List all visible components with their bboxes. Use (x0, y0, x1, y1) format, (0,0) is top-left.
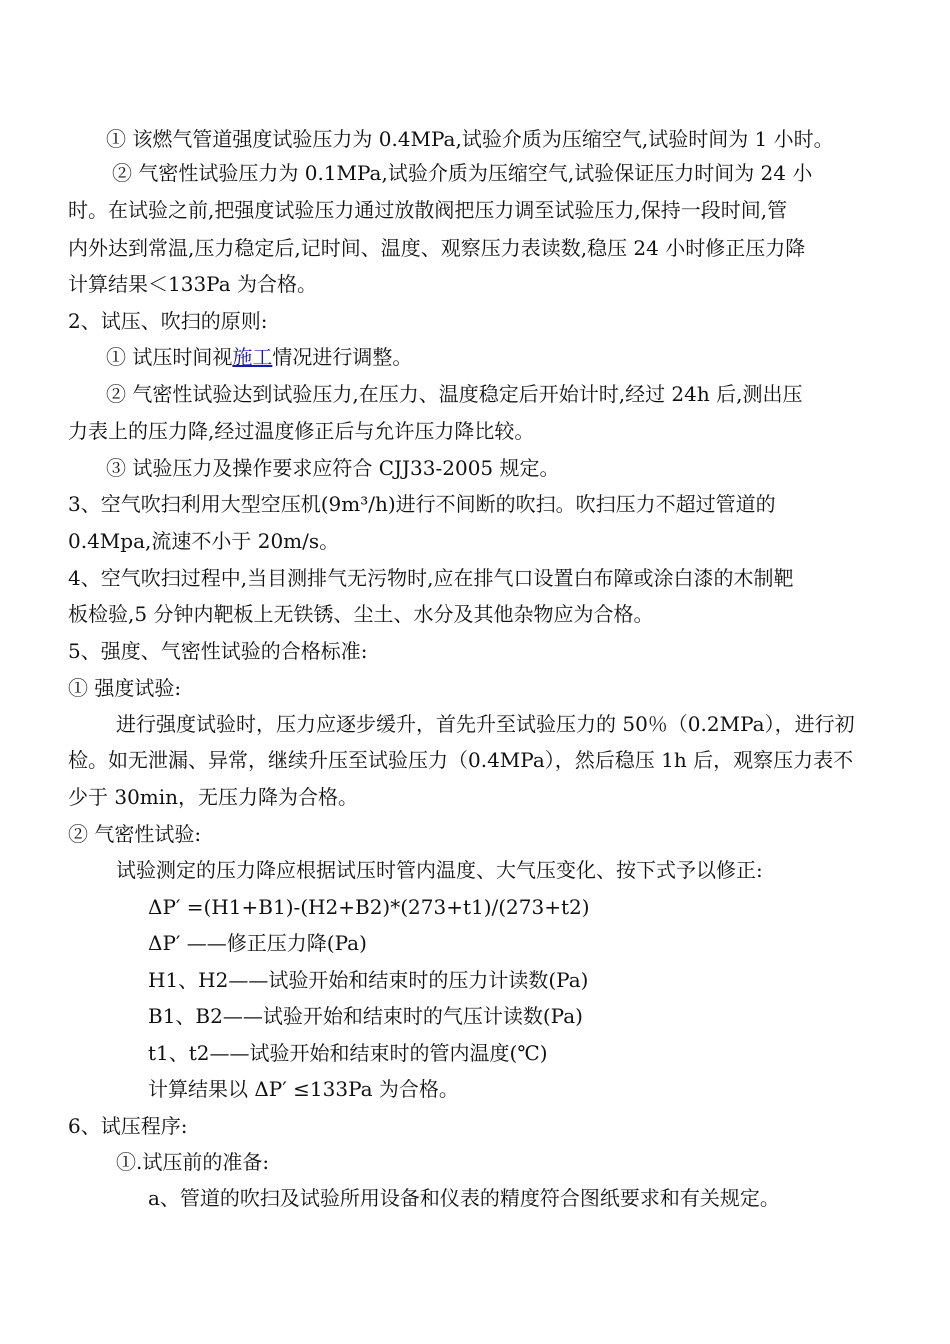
text: ① 试压时间视 (106, 345, 233, 369)
paragraph-line (112, 160, 882, 186)
text: ② 气密性试验达到试验压力,在压力、温度稳定后开始计时,经过 24h 后,测出压 (106, 382, 803, 406)
paragraph-line: 板检验,5 分钟内靶板上无铁锈、尘土、水分及其他杂物应为合格。 (68, 602, 654, 626)
section-heading: 6、试压程序: (68, 1114, 188, 1138)
paragraph-line (68, 747, 882, 773)
text: 进行强度试验时，压力应逐步缓升，首先升至试验压力的 50％（0.2MPa），进行初 (116, 712, 855, 736)
section-heading: 5、强度、气密性试验的合格标准: (68, 639, 368, 663)
section-heading: 2、试压、吹扫的原则: (68, 309, 268, 333)
paragraph-line (68, 565, 882, 591)
text: ① 该燃气管道强度试验压力为 0.4MPa,试验介质为压缩空气,试验时间为 1 小时。 (106, 127, 834, 151)
paragraph-line (106, 381, 882, 407)
formula-line: B1、B2——试验开始和结束时的气压计读数(Pa) (148, 1004, 583, 1028)
subsection-heading: ② 气密性试验: (68, 822, 202, 846)
subsection-heading: ①.试压前的准备: (116, 1150, 270, 1174)
formula-line: 计算结果以 ΔP′ ≤133Pa 为合格。 (148, 1077, 459, 1101)
text: 检。如无泄漏、异常，继续升压至试验压力（0.4MPa），然后稳压 1h 后，观察压力表不 (68, 748, 854, 772)
paragraph-line: 0.4Mpa,流速不小于 20m/s。 (68, 529, 340, 553)
paragraph-line (106, 344, 412, 370)
paragraph-line: 试验测定的压力降应根据试压时管内温度、大气压变化、按下式予以修正: (116, 858, 763, 882)
construction-link[interactable]: 施工 (232, 345, 273, 369)
formula-line: H1、H2——试验开始和结束时的压力计读数(Pa) (148, 968, 589, 992)
paragraph-line: 计算结果＜133Pa 为合格。 (68, 272, 318, 296)
paragraph-line (68, 197, 882, 223)
paragraph-line: a、管道的吹扫及试验所用设备和仪表的精度符合图纸要求和有关规定。 (148, 1186, 780, 1210)
text: 情况进行调整。 (272, 345, 413, 369)
paragraph-line: ③ 试验压力及操作要求应符合 CJJ33-2005 规定。 (106, 456, 560, 480)
paragraph-line: 少于 30min，无压力降为合格。 (68, 785, 359, 809)
text: 内外达到常温,压力稳定后,记时间、温度、观察压力表读数,稳压 24 小时修正压力降 (68, 236, 806, 260)
paragraph-line (106, 126, 882, 152)
paragraph-line (68, 491, 882, 517)
text: 4、空气吹扫过程中,当目测排气无污物时,应在排气口设置白布障或涂白漆的木制靶 (68, 566, 794, 590)
paragraph-line (68, 235, 882, 261)
formula-line: t1、t2——试验开始和结束时的管内温度(℃) (148, 1041, 548, 1065)
paragraph-line (116, 711, 882, 737)
text: 时。在试验之前,把强度试验压力通过放散阀把压力调至试验压力,保持一段时间,管 (68, 198, 788, 222)
subsection-heading: ① 强度试验: (68, 676, 182, 700)
formula-line: ΔP′ ——修正压力降(Pa) (148, 931, 367, 955)
text: ② 气密性试验压力为 0.1MPa,试验介质为压缩空气,试验保证压力时间为 24 小 (112, 161, 813, 185)
paragraph-line: 力表上的压力降,经过温度修正后与允许压力降比较。 (68, 419, 535, 443)
text: 3、空气吹扫利用大型空压机(9m³/h)进行不间断的吹扫。吹扫压力不超过管道的 (68, 492, 776, 516)
formula-line: ΔP′ =(H1+B1)-(H2+B2)*(273+t1)/(273+t2) (148, 895, 590, 919)
